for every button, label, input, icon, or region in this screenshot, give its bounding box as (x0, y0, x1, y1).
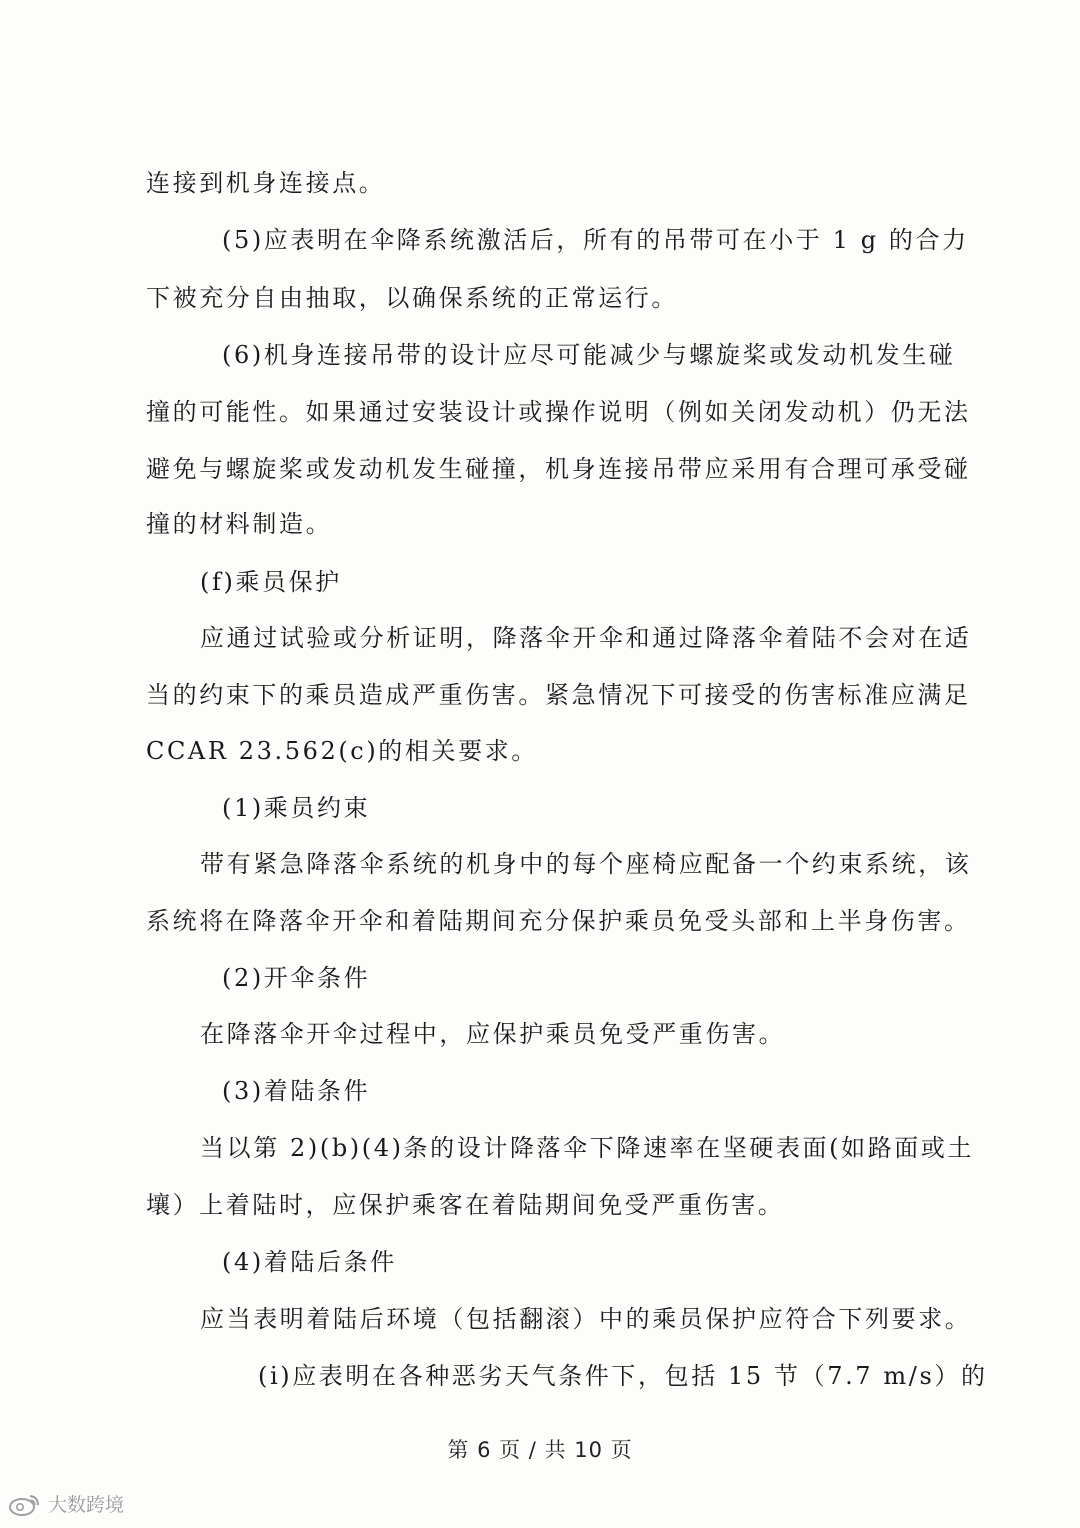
subsection-heading: (2)开伞条件 (222, 964, 371, 992)
text-line: (5)应表明在伞降系统激活后，所有的吊带可在小于 1 g 的合力 (222, 226, 969, 254)
section-heading: (f)乘员保护 (200, 568, 342, 596)
text-line: 当以第 2)(b)(4)条的设计降落伞下降速率在坚硬表面(如路面或土 (200, 1134, 975, 1162)
text-line: 连接到机身连接点。 (146, 169, 386, 197)
watermark (8, 1490, 124, 1517)
subsection-heading: (4)着陆后条件 (222, 1248, 397, 1276)
text-line: CCAR 23.562(c)的相关要求。 (146, 737, 538, 765)
watermark-text: 大数跨境 (48, 1494, 125, 1516)
text-line: 撞的可能性。如果通过安装设计或操作说明（例如关闭发动机）仍无法 (146, 398, 971, 426)
text-line: 在降落伞开伞过程中，应保护乘员免受严重伤害。 (200, 1020, 786, 1048)
text-line: 应当表明着陆后环境（包括翻滚）中的乘员保护应符合下列要求。 (200, 1305, 972, 1333)
text-line: 撞的材料制造。 (146, 510, 333, 538)
text-line: 下被充分自由抽取，以确保系统的正常运行。 (146, 284, 678, 312)
text-line: 避免与螺旋桨或发动机发生碰撞，机身连接吊带应采用有合理可承受碰 (146, 455, 971, 483)
subsection-heading: (1)乘员约束 (222, 794, 371, 822)
text-line: 应通过试验或分析证明，降落伞开伞和通过降落伞着陆不会对在适 (200, 624, 972, 652)
weibo-icon (8, 1492, 42, 1516)
text-line: 当的约束下的乘员造成严重伤害。紧急情况下可接受的伤害标准应满足 (146, 681, 971, 709)
text-line: (6)机身连接吊带的设计应尽可能减少与螺旋桨或发动机发生碰 (222, 341, 956, 369)
text-line: 带有紧急降落伞系统的机身中的每个座椅应配备一个约束系统，该 (200, 850, 972, 878)
text-line: 系统将在降落伞开伞和着陆期间充分保护乘员免受头部和上半身伤害。 (146, 907, 971, 935)
text-line: (i)应表明在各种恶劣天气条件下，包括 15 节（7.7 m/s）的 (258, 1362, 988, 1390)
text-line: 壤）上着陆时，应保护乘客在着陆期间免受严重伤害。 (146, 1191, 785, 1219)
subsection-heading: (3)着陆条件 (222, 1077, 371, 1105)
page-number: 第 6 页 / 共 10 页 (447, 1438, 633, 1462)
